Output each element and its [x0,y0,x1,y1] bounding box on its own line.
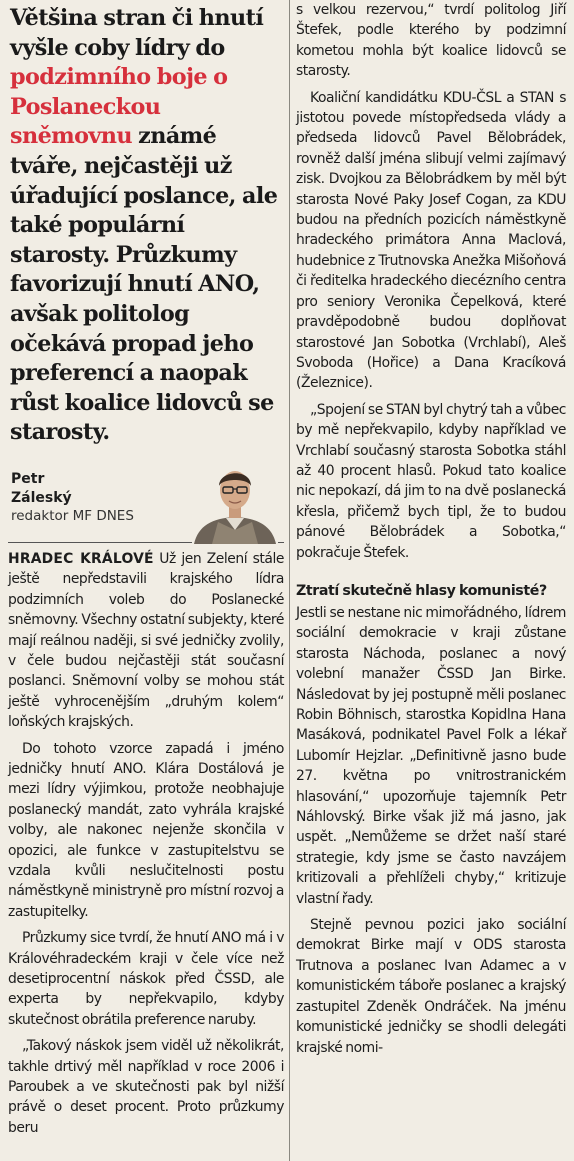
right-body-text [296,0,566,1058]
lead-text-1: Většina stran či hnutí vyšle coby lídry do [10,5,264,61]
continued-paragraph: s velkou rezervou,“ tvrdí politolog Jiří Štefek, podle kterého by podzimní kometou mohla být koalice lidovců se starosty. [296,2,566,80]
paragraph-1 [8,549,284,733]
author-box [8,462,284,542]
author-photo [192,460,278,544]
author-role: redaktor MF DNES [11,507,134,524]
paragraph-3: Průzkumy sice tvrdí, že hnutí ANO má i v Královéhradeckém kraji v čele více než desetiprocentní náskok před ČSSD, ale experta by nepřekvapilo, kdyby skutečnost obrátila preference naruby. [8,930,284,1028]
lead-text-2: známé tváře, nejčastěji už úřadující poslance, ale také populární starosty. Průzkumy favorizují hnutí ANO, avšak politolog očekává propad jeho preferencí a naopak růst koalice lidovců se starosty. [10,123,278,446]
paragraph-5: Koaliční kandidátku KDU-ČSL a STAN s jistotou povede místopředseda vlády a předseda lidovců Pavel Bělobrádek, rovněž další jména slibují velmi zajímavý zisk. Dvojkou za Bělobrádkem by měl být starosta Nové Paky Josef Cogan, za KDU budou na předních pozicích náměstkyně hradeckého primátora Anna Maclová, hudebnice z Trutnovska Anežka Mišoňová či ředitelka hradeckého diecézního centra pro seniory Veronika Čepelková, které pravděpodobně budou doplňovat starostové Jan Sobotka (Vrchlabí), Aleš Svoboda (Hořice) a Dana Kracíková (Železnice). [296,89,566,392]
paragraph-4: „Takový náskok jsem viděl už několikrát, takhle drtivý měl například v roce 2006 i Paroubek a ve skutečnosti pak byl nižší právě o deset procent. Proto průzkumy beru [8,1038,284,1136]
paragraph-7: Jestli se nestane nic mimořádného, lídrem sociální demokracie v kraji zůstane starosta Náchoda, poslanec a nový volební manažer ČSSD Jan Birke. Následovat by jej postupně měli poslanec Robin Böhnisch, starostka Kopidlna Hana Masáková, podnikatel Pavel Folk a lékař Lubomír Hejzlar. „Definitivně jasno bude 27. května po vnitrostranickém hlasování,“ upozorňuje tajemník Petr Náhlovský. Birke však již má jasno, jak uspět. „Nemůžeme se držet naší staré strategie, kdy jsme se často navzájem kritizovali a přehlíželi chyby,“ kritizuje vlastní řady. [296,604,566,907]
column-divider [289,0,290,1161]
right-column [296,0,566,1058]
paragraph-2: Do tohoto vzorce zapadá i jméno jedničky hnutí ANO. Klára Dostálová je mezi lídry výjimkou, protože neobhajuje poslanecký mandát, zato vyhrála krajské volby, ale nakonec nejenže skončila v opozici, ale funkce v zastupitelstvu se vzdala kvůli neslučitelnosti postu náměstkyně ministryně pro místní rozvoj a zastupitelky. [8,740,284,920]
left-column [8,4,284,1138]
paragraph-6: „Spojení se STAN byl chytrý tah a vůbec by mě nepřekvapilo, kdyby například ve Vrchlabí současný starosta Sobotka stáhl až 40 procent hlasů. Pokud tato koalice nic nepokazí, dá jim to na dvě poslanecká křesla, přičemž bych tipl, že to budou pánové Bělobrádek a Sobotka,“ pokračuje Štefek. [296,401,566,561]
dateline: HRADEC KRÁLOVÉ [8,550,154,567]
subheading: Ztratí skutečně hlasy komunisté? [296,582,547,599]
author-last-name: Záleský [11,489,72,506]
author-name [11,470,72,508]
author-first-name: Petr [11,470,45,487]
lead-highlight: podzimního boje o Poslaneckou sněmovnu [10,64,228,150]
left-body-text [8,549,284,1138]
paragraph-1-text: Už jen Zelení stále ještě nepředstavili krajského lídra podzimních voleb do Poslanecké sněmovny. Všechny ostatní subjekty, které mají reálnou naději, si své jedničky zvolily, v čele budou nejčastěji stát současní poslanci. Sněmovní volby se mohou stát ještě vyhrocenějším „druhým kolem“ loňských krajských. [8,550,284,731]
lead-paragraph [10,4,284,448]
paragraph-8: Stejně pevnou pozici jako sociální demokrat Birke mají v ODS starosta Trutnova a poslanec Ivan Adamec a v komunistickém táboře poslanec a krajský zastupitel Zdeněk Ondráček. Na jménu komunistické jedničky se shodli delegáti krajské nomi- [296,917,566,1056]
